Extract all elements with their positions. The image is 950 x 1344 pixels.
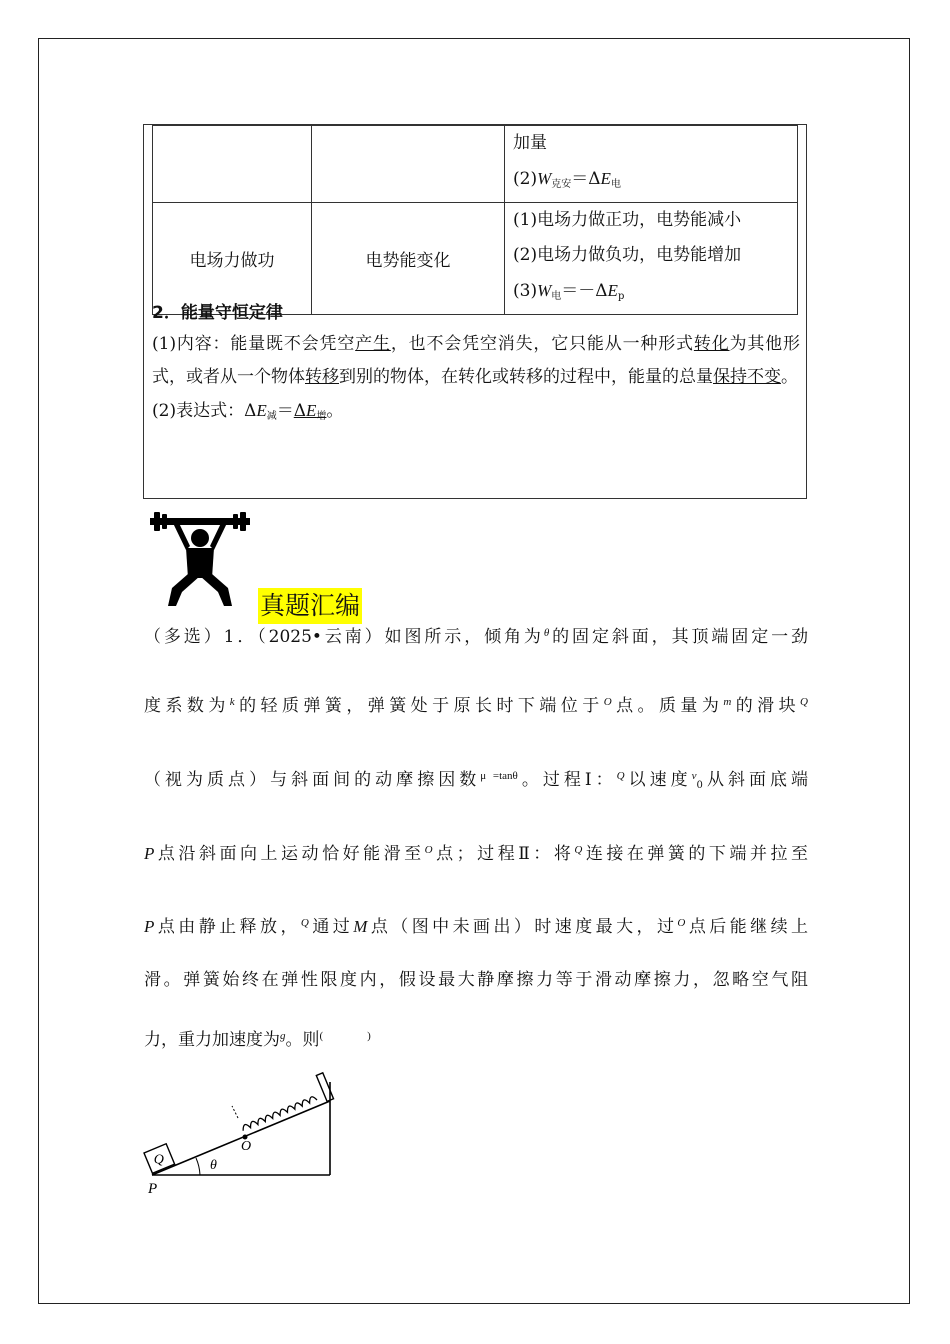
section-banner: 真题汇编 xyxy=(258,588,362,624)
table-cell xyxy=(505,126,798,203)
question-line: P点沿斜面向上运动恰好能滑至$^O$点；过程Ⅱ：将$^Q$连接在弹簧的下端并拉至 xyxy=(144,844,809,864)
question-line: 度系数为$^k$的轻质弹簧，弹簧处于原长时下端位于$^O$点。质量为$^m$的滑块$^Q$ xyxy=(144,696,808,716)
expression-paragraph: (2)表达式：$\Delta E_减=\Delta E_增$。 xyxy=(152,401,344,422)
table-cell xyxy=(505,203,798,315)
table-cell: 电场力做功 xyxy=(153,203,312,315)
energy-table xyxy=(152,125,798,315)
label-P: P xyxy=(148,1181,158,1197)
label-theta: θ xyxy=(210,1158,217,1173)
cell-line: (1)电场力做正功，电势能减小 xyxy=(513,210,742,230)
table-row xyxy=(153,126,798,203)
label-Q: Q xyxy=(153,1152,164,1168)
cell-formula: $(2)W_{克安}=\Delta E_电$ xyxy=(513,169,621,190)
label-O: O xyxy=(241,1139,252,1154)
section-heading: 2．能量守恒定律 xyxy=(152,303,283,323)
content-paragraph: (1)内容：能量既不会凭空产生，也不会凭空消失，它只能从一种形式转化为其他形式，或者从一个物体转移到别的物体，在转化或转移的过程中，能量的总量保持不变。 xyxy=(152,334,801,387)
weightlifter-icon xyxy=(148,510,252,608)
cell-line: 加量 xyxy=(513,133,547,153)
cell-line: (2)电场力做负功，电势能增加 xyxy=(513,245,742,265)
cell-formula: $(3)W_电=-\Delta E_p$ xyxy=(513,281,625,302)
question-line: P点由静止释放，$^Q$通过M点（图中未画出）时速度最大，过$^O$点后能继续上 xyxy=(144,917,809,937)
table-cell: 电势能变化 xyxy=(312,203,505,315)
incline-spring-figure xyxy=(140,1068,340,1200)
section-body xyxy=(152,328,800,433)
question-line: （视为质点）与斜面间的动摩擦因数$^{\mu =tan\theta}$。过程Ⅰ：$^Q$以速度$^v_0$从斜面底端 xyxy=(144,770,808,791)
question-line: 力，重力加速度为$^g$。则( ) xyxy=(144,1030,371,1050)
question-line: 滑。弹簧始终在弹性限度内，假设最大静摩擦力等于滑动摩擦力，忽略空气阻 xyxy=(144,970,808,990)
table-cell xyxy=(153,126,312,203)
table-cell xyxy=(312,126,505,203)
question-line: （多选）1．（2025•云南）如图所示，倾角为$^\theta$的固定斜面，其顶端固定一劲 xyxy=(144,627,809,647)
